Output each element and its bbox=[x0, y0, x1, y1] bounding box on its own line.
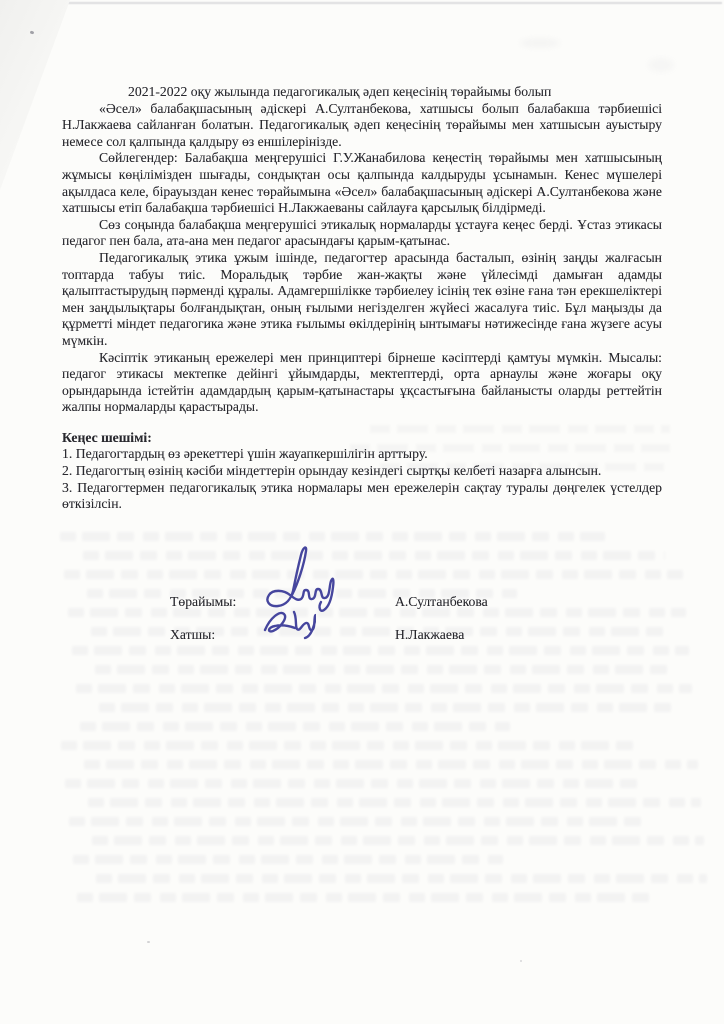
bleedthrough-line bbox=[92, 836, 704, 845]
bleedthrough-line bbox=[96, 874, 707, 883]
document-paragraph: Педагогикалық этика ұжым ішінде, педагогтер арасында басталып, өзінің заңды жалғасын топтарда табуы тиіс. Моральдық тәрбие жан-жақты және үйлесімді дамыған адамды қалыптастырудың пәрменді құралы. Адамгершілікке тәрбиелеу ісінің тек өзіне ғана тән ерекшеліктері мен заңдылықтары болғандықтан, оның ғылыми негізделген жүйесі жасалуға тиіс. Бұл маңызды да құрметті міндет педагогика және этика ғылымы өкілдерінің ынтымағы нәтижесінде ғана жүзеге асуы мүмкін. bbox=[62, 249, 662, 348]
document-paragraph: Кәсіптік этиканың ережелері мен принциптері бірнеше кәсіптерді қамтуы мүмкін. Мысалы: педагог этикасы мектепке дейінгі ұйымдарды, мектептерді, орта арнаулы және жоғары оқу орындарында істейтін адамдардың қарым-қатынастары ұқсастығына байланысты оларды реттейтін жалпы нормаларды қарастырады. bbox=[62, 349, 662, 415]
scan-speck bbox=[147, 941, 150, 943]
bleedthrough-line bbox=[73, 855, 503, 864]
bleedthrough-line bbox=[99, 703, 677, 712]
document-body bbox=[62, 84, 662, 513]
decision-item: 3. Педагогтермен педагогикалық этика нормалары мен ережелерін сақтау туралы дөңгелек үстелдер өткізілсін. bbox=[62, 479, 662, 512]
scan-smudge bbox=[648, 58, 674, 72]
bleedthrough-line bbox=[64, 570, 683, 579]
bleedthrough-line bbox=[83, 551, 665, 560]
document-paragraph: «Әсел» балабақшасының әдіскері А.Султанбекова, хатшысы болып балабакша тәрбиешісі Н.Лакжаева сайланған болатын. Педагогикалық әдеп кеңесінің төрайымы мен хатшысын ауыстыру немесе сол қалпында қалдыру өз еншілерінізде. bbox=[62, 100, 662, 149]
signature-row-secretary bbox=[62, 627, 662, 660]
bleedthrough-line bbox=[88, 798, 701, 807]
signature-row-chairman bbox=[62, 594, 662, 627]
document-paragraph: Сөйлегендер: Балабақша меңгерушісі Г.У.Жанабилова кеңестің төрайымы мен хатшысының жұмысы көңілімізден шығады, сондықтан осы қалпында калдыруды ұсынамын. Кенес мүшелері ақылдаса келе, бірауыздан кенес төрайымына «Әсел» балабақшасының әдіскері А.Султанбекова және хатшысы етіп балабақша тәрбиешісі Н.Лакжаеваны сайлауға қарсылық білдірмеді. bbox=[62, 150, 662, 216]
bleedthrough-line bbox=[84, 760, 698, 769]
bleedthrough-line bbox=[95, 665, 674, 674]
signature-label-chairman: Төрайымы: bbox=[170, 594, 237, 609]
decision-item: 1. Педагогтардың өз әрекеттері үшін жауапкершілігін арттыру. bbox=[62, 446, 428, 462]
bleedthrough-line bbox=[65, 779, 641, 788]
bleedthrough-line bbox=[61, 741, 638, 750]
bleedthrough-line bbox=[80, 722, 510, 731]
bleedthrough-band bbox=[60, 532, 690, 912]
scan-smudge bbox=[520, 38, 560, 48]
bleedthrough-line bbox=[76, 684, 692, 693]
signature-name-secretary: Н.Лакжаева bbox=[395, 627, 465, 642]
scan-speck bbox=[520, 960, 522, 962]
scan-top-edge-line bbox=[54, 2, 722, 4]
bleedthrough-line bbox=[69, 817, 644, 826]
signature-name-chairman: А.Султанбекова bbox=[395, 594, 488, 609]
signature-block bbox=[62, 594, 662, 660]
signature-label-secretary: Хатшы: bbox=[170, 627, 216, 642]
decision-heading: Кеңес шешімі: bbox=[62, 429, 152, 445]
bleedthrough-line bbox=[60, 532, 605, 541]
bleedthrough-line bbox=[77, 893, 650, 902]
decision-item: 2. Педагогтың өзінің кәсіби міндеттерін орындау кезіндегі сыртқы келбеті назарға алынсын. bbox=[62, 463, 602, 479]
document-paragraph: 2021-2022 оқу жылында педагогикалық әдеп кеңесінің төрайымы болып bbox=[128, 84, 552, 99]
document-paragraph: Сөз соңында балабақша меңгерушісі этикалық нормаларды ұстауға кеңес берді. Ұстаз этикасы педагог пен бала, ата-ана мен педагог арасындағы қарым-қатынас. bbox=[62, 216, 662, 249]
paper-corner-fold bbox=[0, 0, 70, 190]
